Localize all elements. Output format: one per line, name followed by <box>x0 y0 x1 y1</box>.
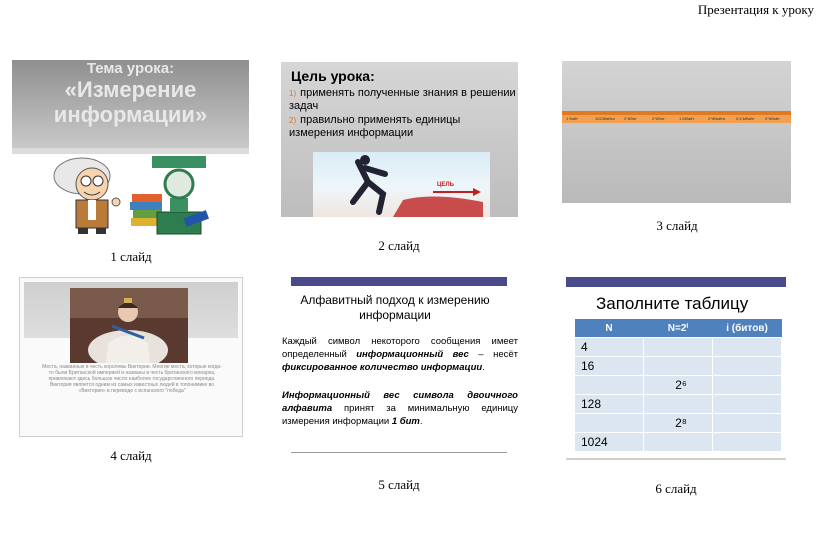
column-header: N <box>575 319 644 338</box>
slide-6-caption: 6 слайд <box>655 481 697 496</box>
p2-bit: 1 бит <box>391 416 420 427</box>
slide-2-thumbnail[interactable] <box>281 62 518 217</box>
slide-5-bottom-line <box>291 452 507 453</box>
table-cell <box>713 433 782 452</box>
slide-3-cell: 2^8байта <box>708 116 725 121</box>
table-cell: 16 <box>575 357 644 376</box>
slide-3-caption: 3 слайд <box>656 218 698 233</box>
slide-2-heading: Цель урока: <box>291 68 375 84</box>
slide-6-title: Заполните таблицу <box>596 294 749 313</box>
slide-1-title-line-1: Тема урока: <box>86 60 175 77</box>
slide-1-title-line-2: «Измерение <box>64 77 197 102</box>
table-row <box>575 433 782 452</box>
slide-2-item-1: 1) применять полученные знания в решении задач <box>289 87 516 112</box>
table-row <box>575 395 782 414</box>
table-cell: 2⁶ <box>644 376 713 395</box>
table-row <box>575 376 782 395</box>
page-header: Презентация к уроку <box>697 2 814 17</box>
p1-emphasis-weight: информационный вес <box>356 349 469 360</box>
slide-5-title: Алфавитный подход к измерению информации <box>300 293 490 322</box>
slide-3-cell: 1024байта <box>595 116 615 121</box>
p1-text-2: – несёт <box>468 349 518 360</box>
slide-5-paragraph-1 <box>282 335 518 374</box>
slide-6-bottom-edge <box>566 458 786 460</box>
table-cell <box>713 376 782 395</box>
slide-3-cell: 0,5 Мбайт <box>736 116 755 121</box>
table-cell <box>575 414 644 433</box>
slide-1-title-line-3: информации» <box>53 102 208 127</box>
p2-end: . <box>419 416 423 427</box>
slide-6-thumbnail[interactable] <box>566 275 786 460</box>
table-row <box>575 338 782 357</box>
table-cell: 128 <box>575 395 644 414</box>
p1-end: . <box>482 362 485 373</box>
slide-4-caption: 4 слайд <box>110 448 152 463</box>
table-cell <box>713 357 782 376</box>
slide-3-cell: 2^8байт <box>765 116 780 121</box>
table-cell: 2⁸ <box>644 414 713 433</box>
slide-2-item-1-text: применять полученные знания в решении задач <box>289 87 516 112</box>
slide-1-thumbnail[interactable] <box>12 60 249 235</box>
slide-2-caption: 2 слайд <box>378 238 420 253</box>
table-cell <box>644 395 713 414</box>
slide-3-table-header <box>562 111 791 115</box>
slide-5-caption: 5 слайд <box>378 477 420 492</box>
slide-5-paragraph-2 <box>282 389 518 428</box>
table-cell <box>713 395 782 414</box>
table-row <box>575 414 782 433</box>
table-cell <box>644 338 713 357</box>
table-cell <box>644 357 713 376</box>
slide-5-thumbnail[interactable] <box>282 275 518 460</box>
slide-2-item-2: 2) правильно применять единицы измерения информации <box>289 114 461 139</box>
table-cell: 1024 <box>575 433 644 452</box>
table-cell: 4 <box>575 338 644 357</box>
slide-4-text: Места, названные в честь королевы Виктории. Многие места, которые когда-то были Британской империей и названы в честь британского монарха, привлекают здесь большое число наиболее государственного периода. Виктория является одним из самых известных людей в топонимике во «Виктория» в переводе с испанского "победа" <box>42 364 222 394</box>
table-row <box>575 357 782 376</box>
slide-1-caption: 1 слайд <box>110 249 152 264</box>
table-cell <box>575 376 644 395</box>
queen-victoria-portrait <box>70 288 188 363</box>
table-cell <box>713 414 782 433</box>
p1-emphasis-amount: фиксированное количество информации <box>282 362 483 373</box>
column-header: N=2ⁱ <box>644 319 713 338</box>
slide-3-cell: 2^8бит <box>652 116 665 121</box>
column-header: i (битов) <box>713 319 782 338</box>
slide-3-thumbnail[interactable] <box>562 61 791 203</box>
table-cell <box>713 338 782 357</box>
slide-5-top-bar <box>291 277 507 286</box>
table-header-row <box>575 319 782 338</box>
slide-4-thumbnail[interactable] <box>19 277 243 437</box>
p2-text: принят за минимальную единицу измерения информации <box>282 403 518 427</box>
slide-3-cell: 1 байт <box>566 116 578 121</box>
p2-emphasis: Информационный вес символа двоичного алфавита <box>282 390 518 414</box>
slide-2-goal-photo <box>313 152 490 217</box>
slide-3-cell: 2^8бит <box>624 116 637 121</box>
slide-3-cell: 1 Мбайт <box>679 116 695 121</box>
p1-text: Каждый символ некоторого сообщения имеет определенный <box>282 336 518 360</box>
professor-and-scale-illustration <box>12 154 249 235</box>
fill-in-table <box>574 319 782 452</box>
slide-6-top-bar <box>566 277 786 287</box>
goal-label: ЦЕЛЬ <box>437 182 454 188</box>
table-cell <box>644 433 713 452</box>
slide-2-item-2-text: правильно применять единицы измерения информации <box>289 114 461 139</box>
